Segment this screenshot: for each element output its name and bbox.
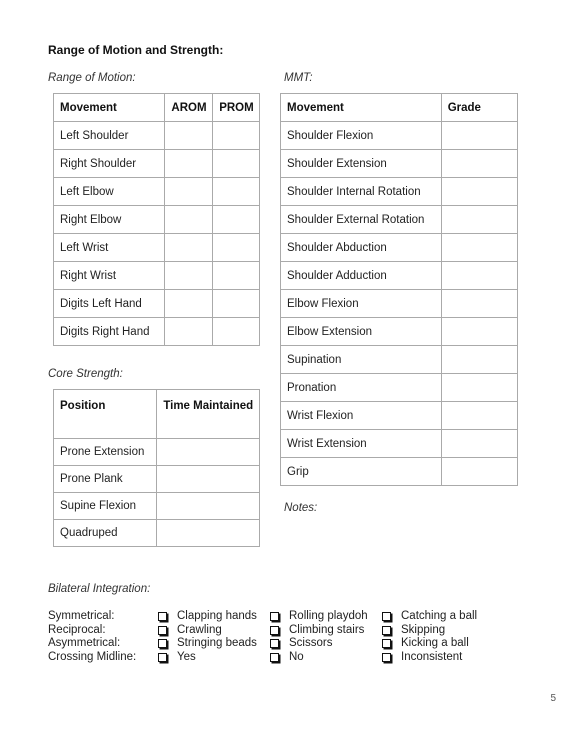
bilateral-label: Asymmetrical:: [48, 637, 121, 649]
rom-col-movement: Movement: [54, 94, 165, 122]
table-row: [54, 466, 260, 493]
time-cell[interactable]: [157, 439, 260, 466]
checkbox-item[interactable]: [156, 637, 257, 651]
time-cell[interactable]: [157, 493, 260, 520]
time-cell[interactable]: [157, 520, 260, 547]
prom-cell[interactable]: [213, 290, 260, 318]
grade-cell[interactable]: [441, 318, 517, 346]
table-row: [281, 150, 518, 178]
core-table: [53, 389, 260, 547]
rom-movement: Right Shoulder: [54, 150, 165, 178]
core-col-time: Time Maintained: [157, 390, 260, 439]
arom-cell[interactable]: [165, 262, 213, 290]
mmt-movement: Elbow Extension: [281, 318, 442, 346]
checkbox-item[interactable]: [380, 610, 477, 624]
prom-cell[interactable]: [213, 318, 260, 346]
checkbox-icon[interactable]: [382, 626, 391, 635]
bilateral-options-col-3: [380, 610, 477, 664]
grade-cell[interactable]: [441, 458, 517, 486]
arom-cell[interactable]: [165, 234, 213, 262]
table-row: [281, 290, 518, 318]
checkbox-item[interactable]: [380, 637, 477, 651]
rom-table: [53, 93, 260, 346]
checkbox-icon[interactable]: [270, 626, 279, 635]
prom-cell[interactable]: [213, 122, 260, 150]
arom-cell[interactable]: [165, 318, 213, 346]
mmt-movement: Wrist Flexion: [281, 402, 442, 430]
mmt-movement: Shoulder Internal Rotation: [281, 178, 442, 206]
notes-label: Notes:: [284, 502, 318, 514]
page-number: 5: [550, 693, 556, 704]
mmt-movement: Shoulder Flexion: [281, 122, 442, 150]
rom-movement: Left Wrist: [54, 234, 165, 262]
table-row: [281, 430, 518, 458]
checkbox-label: Climbing stairs: [289, 623, 365, 636]
bilateral-options-col-1: [156, 610, 257, 664]
core-col-position: Position: [54, 390, 157, 439]
rom-header-row: [54, 94, 260, 122]
prom-cell[interactable]: [213, 178, 260, 206]
checkbox-label: Catching a ball: [401, 610, 478, 622]
bilateral-options-col-2: [268, 610, 368, 664]
checkbox-item[interactable]: [156, 651, 257, 665]
core-position: Prone Extension: [54, 439, 157, 466]
checkbox-item[interactable]: [156, 610, 257, 624]
checkbox-icon[interactable]: [270, 639, 279, 648]
checkbox-label: Stringing beads: [177, 637, 257, 649]
mmt-movement: Shoulder Abduction: [281, 234, 442, 262]
checkbox-item[interactable]: [268, 610, 368, 624]
mmt-col-grade: Grade: [441, 94, 517, 122]
rom-movement: Digits Left Hand: [54, 290, 165, 318]
section-title: Range of Motion and Strength:: [48, 43, 224, 57]
checkbox-item[interactable]: [380, 624, 477, 638]
checkbox-label: Kicking a ball: [401, 637, 469, 649]
prom-cell[interactable]: [213, 206, 260, 234]
prom-cell[interactable]: [213, 262, 260, 290]
table-row: [54, 493, 260, 520]
table-row: [54, 439, 260, 466]
table-row: [281, 178, 518, 206]
checkbox-icon[interactable]: [158, 612, 167, 621]
table-row: [281, 234, 518, 262]
checkbox-label: Inconsistent: [401, 650, 463, 663]
mmt-col-movement: Movement: [281, 94, 442, 122]
grade-cell[interactable]: [441, 234, 517, 262]
checkbox-label: Scissors: [289, 637, 333, 649]
checkbox-icon[interactable]: [382, 612, 391, 621]
checkbox-item[interactable]: [268, 651, 368, 665]
checkbox-icon[interactable]: [270, 612, 279, 621]
bilateral-label: Reciprocal:: [48, 623, 106, 636]
table-row: [281, 122, 518, 150]
checkbox-label: Rolling playdoh: [289, 610, 368, 622]
checkbox-label: Yes: [177, 650, 196, 663]
mmt-header-row: [281, 94, 518, 122]
mmt-table: [280, 93, 518, 486]
table-row: [54, 150, 260, 178]
arom-cell[interactable]: [165, 178, 213, 206]
checkbox-item[interactable]: [156, 624, 257, 638]
table-row: [281, 206, 518, 234]
bilateral-heading: Bilateral Integration:: [48, 583, 151, 595]
checkbox-label: Clapping hands: [177, 610, 257, 622]
rom-col-arom: AROM: [165, 94, 213, 122]
grade-cell[interactable]: [441, 402, 517, 430]
time-cell[interactable]: [157, 466, 260, 493]
checkbox-item[interactable]: [268, 637, 368, 651]
table-row: [54, 178, 260, 206]
grade-cell[interactable]: [441, 122, 517, 150]
rom-movement: Digits Right Hand: [54, 318, 165, 346]
checkbox-icon[interactable]: [158, 626, 167, 635]
checkbox-label: Skipping: [401, 623, 446, 636]
table-row: [54, 290, 260, 318]
table-row: [54, 122, 260, 150]
mmt-movement: Shoulder Extension: [281, 150, 442, 178]
prom-cell[interactable]: [213, 150, 260, 178]
core-position: Prone Plank: [54, 466, 157, 493]
table-row: [281, 318, 518, 346]
mmt-movement: Wrist Extension: [281, 430, 442, 458]
arom-cell[interactable]: [165, 206, 213, 234]
checkbox-icon[interactable]: [270, 653, 279, 662]
table-row: [54, 262, 260, 290]
rom-movement: Right Elbow: [54, 206, 165, 234]
mmt-heading: MMT:: [284, 72, 313, 84]
mmt-movement: Supination: [281, 346, 442, 374]
mmt-movement: Shoulder External Rotation: [281, 206, 442, 234]
mmt-movement: Pronation: [281, 374, 442, 402]
table-row: [281, 458, 518, 486]
core-position: Quadruped: [54, 520, 157, 547]
table-row: [54, 206, 260, 234]
core-heading: Core Strength:: [48, 368, 123, 380]
prom-cell[interactable]: [213, 234, 260, 262]
checkbox-icon[interactable]: [382, 653, 391, 662]
table-row: [281, 346, 518, 374]
grade-cell[interactable]: [441, 346, 517, 374]
arom-cell[interactable]: [165, 150, 213, 178]
rom-movement: Right Wrist: [54, 262, 165, 290]
checkbox-label: No: [289, 650, 304, 663]
table-row: [54, 234, 260, 262]
table-row: [281, 262, 518, 290]
mmt-movement: Grip: [281, 458, 442, 486]
checkbox-icon[interactable]: [158, 639, 167, 648]
grade-cell[interactable]: [441, 290, 517, 318]
table-row: [54, 318, 260, 346]
core-position: Supine Flexion: [54, 493, 157, 520]
checkbox-icon[interactable]: [382, 639, 391, 648]
rom-movement: Left Elbow: [54, 178, 165, 206]
table-row: [54, 520, 260, 547]
mmt-movement: Elbow Flexion: [281, 290, 442, 318]
rom-movement: Left Shoulder: [54, 122, 165, 150]
core-header-row: [54, 390, 260, 439]
arom-cell[interactable]: [165, 290, 213, 318]
checkbox-label: Crawling: [177, 623, 222, 636]
bilateral-label: Symmetrical:: [48, 610, 115, 622]
checkbox-icon[interactable]: [158, 653, 167, 662]
grade-cell[interactable]: [441, 206, 517, 234]
table-row: [281, 374, 518, 402]
grade-cell[interactable]: [441, 150, 517, 178]
table-row: [281, 402, 518, 430]
rom-heading: Range of Motion:: [48, 72, 136, 84]
checkbox-item[interactable]: [380, 651, 477, 665]
bilateral-labels: [48, 610, 136, 664]
grade-cell[interactable]: [441, 430, 517, 458]
mmt-movement: Shoulder Adduction: [281, 262, 442, 290]
grade-cell[interactable]: [441, 262, 517, 290]
grade-cell[interactable]: [441, 374, 517, 402]
checkbox-item[interactable]: [268, 624, 368, 638]
bilateral-label: Crossing Midline:: [48, 650, 137, 663]
arom-cell[interactable]: [165, 122, 213, 150]
rom-col-prom: PROM: [213, 94, 260, 122]
grade-cell[interactable]: [441, 178, 517, 206]
